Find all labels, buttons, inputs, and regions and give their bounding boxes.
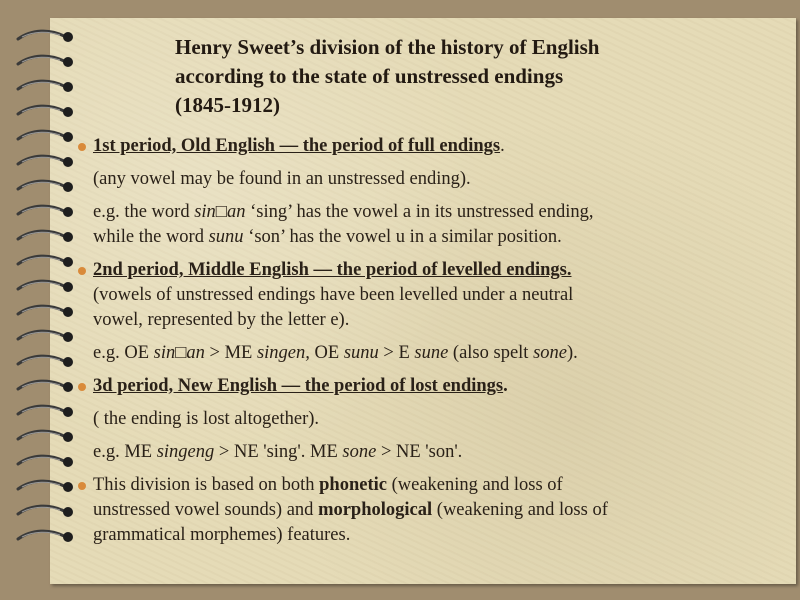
bullet-period-1	[78, 134, 783, 159]
period-3-heading: 3d period, New English — the period of lost endings	[93, 376, 504, 396]
text: > ME	[204, 343, 257, 363]
period-1-example	[78, 200, 783, 250]
title-line-1: Henry Sweet’s division of the history of English	[175, 35, 600, 59]
title-line-2: according to the state of unstressed endings	[175, 64, 564, 88]
text: (vowels of unstressed endings have been levelled under a neutral	[93, 285, 574, 305]
spiral-binding-ring-icon	[14, 202, 86, 220]
period-2-heading: 2nd period, Middle English — the period of levelled endings.	[93, 260, 572, 280]
text: This division is based on both	[93, 475, 320, 495]
text: > E	[378, 343, 415, 363]
text: OE	[309, 343, 344, 363]
period-1-note: (any vowel may be found in an unstressed ending).	[93, 169, 471, 189]
bullet-summary	[78, 473, 783, 548]
bullet-period-3	[78, 374, 783, 399]
text: (also spelt	[448, 343, 534, 363]
period-2-note	[78, 283, 783, 333]
text: unstressed vowel sounds) and	[93, 500, 319, 520]
spiral-binding-ring-icon	[14, 527, 86, 545]
example-word: sune	[414, 343, 449, 363]
spiral-binding-ring-icon	[14, 427, 86, 445]
spiral-binding	[0, 0, 90, 600]
spiral-binding-ring-icon	[14, 402, 86, 420]
spiral-binding-ring-icon	[14, 252, 86, 270]
period-3-example	[78, 440, 783, 465]
bullet-dot-icon	[78, 482, 86, 490]
period-1-heading-end: .	[500, 136, 505, 156]
example-word: sunu	[208, 227, 244, 247]
term-phonetic: phonetic	[319, 475, 387, 495]
text: ‘sing’ has the vowel a in its unstressed ending,	[245, 202, 594, 222]
period-3-note: ( the ending is lost altogether).	[93, 409, 320, 429]
period-3-heading-end: .	[503, 376, 508, 396]
text: vowel, represented by the letter e).	[93, 310, 350, 330]
period-1-heading: 1st period, Old English — the period of full endings	[93, 136, 501, 156]
text: while the word	[93, 227, 209, 247]
spiral-binding-ring-icon	[14, 452, 86, 470]
example-word: sunu	[343, 343, 379, 363]
spiral-binding-ring-icon	[14, 377, 86, 395]
spiral-binding-ring-icon	[14, 227, 86, 245]
spiral-binding-ring-icon	[14, 502, 86, 520]
spiral-binding-ring-icon	[14, 277, 86, 295]
example-word: sin□an	[153, 343, 205, 363]
example-word: singeng	[156, 442, 215, 462]
text: ).	[567, 343, 578, 363]
spiral-binding-ring-icon	[14, 152, 86, 170]
example-word: singen,	[256, 343, 310, 363]
bullet-dot-icon	[78, 383, 86, 391]
text: e.g. OE	[93, 343, 154, 363]
spiral-binding-ring-icon	[14, 177, 86, 195]
text: > NE 'sing'. ME	[214, 442, 343, 462]
spiral-binding-ring-icon	[14, 102, 86, 120]
slide-body	[78, 134, 783, 548]
spiral-binding-ring-icon	[14, 477, 86, 495]
spiral-binding-ring-icon	[14, 302, 86, 320]
spiral-binding-ring-icon	[14, 352, 86, 370]
text: > NE 'son'.	[376, 442, 463, 462]
text: (weakening and loss of	[432, 500, 608, 520]
bullet-period-2	[78, 258, 783, 283]
text: e.g. the word	[93, 202, 195, 222]
title-line-3: (1845-1912)	[175, 93, 280, 117]
spiral-binding-ring-icon	[14, 327, 86, 345]
example-word: sone	[342, 442, 377, 462]
text: (weakening and loss of	[386, 475, 563, 495]
bullet-dot-icon	[78, 267, 86, 275]
spiral-binding-ring-icon	[14, 27, 86, 45]
bullet-dot-icon	[78, 143, 86, 151]
spiral-binding-ring-icon	[14, 127, 86, 145]
text: grammatical morphemes) features.	[93, 525, 351, 545]
text: e.g. ME	[93, 442, 157, 462]
spiral-binding-ring-icon	[14, 52, 86, 70]
text: ‘son’ has the vowel u in a similar position.	[243, 227, 562, 247]
slide-title	[175, 33, 765, 120]
spiral-binding-ring-icon	[14, 77, 86, 95]
example-word: sone	[533, 343, 567, 363]
period-2-example	[78, 341, 783, 366]
example-word: sin□an	[194, 202, 246, 222]
term-morphological: morphological	[318, 500, 433, 520]
